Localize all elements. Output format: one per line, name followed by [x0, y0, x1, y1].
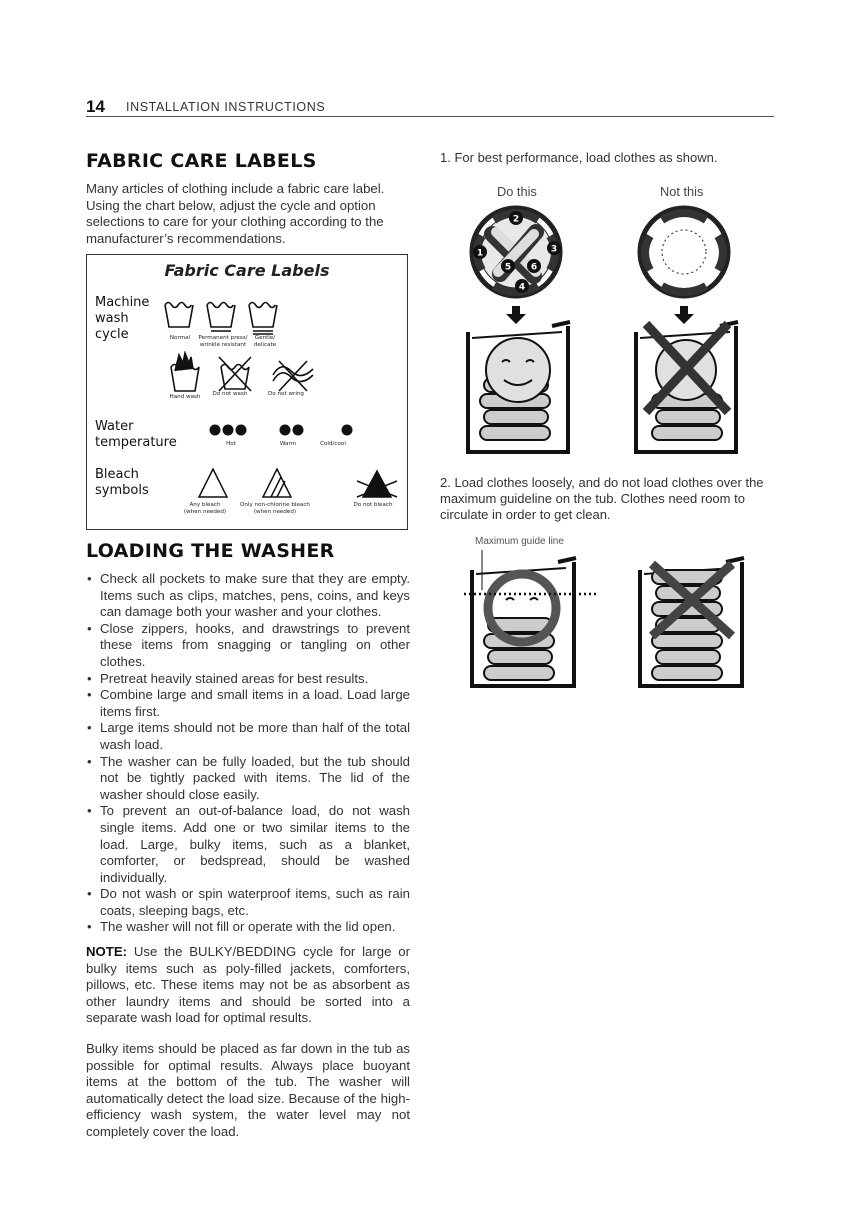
- section-title: INSTALLATION INSTRUCTIONS: [126, 100, 326, 114]
- down-arrow-icon: [674, 306, 694, 324]
- not-this-tub-side-view: [636, 322, 738, 452]
- note-text: Use the BULKY/BEDDING cycle for large or bulky items such as poly-filled jackets, comforters, pillows, etc. These items may not be as absorbent as other laundry items and should be sorted into a separate wash load for optimal results.: [86, 944, 410, 1026]
- hand-wash-caption: Hand wash: [169, 394, 201, 400]
- list-item: • Large items should not be more than half of the total wash load.: [86, 720, 410, 753]
- list-item: • Combine large and small items in a load. Load large items first.: [86, 687, 410, 720]
- warm-caption: Warm: [279, 441, 297, 447]
- do-not-wring-caption: Do not wring: [268, 391, 304, 397]
- fabric-care-heading: FABRIC CARE LABELS: [86, 150, 317, 172]
- wash-cycle-icons: [159, 293, 279, 335]
- svg-text:6: 6: [530, 262, 538, 273]
- svg-text:5: 5: [504, 262, 512, 273]
- order-badge-6: [527, 259, 541, 273]
- normal-wash-icon: [165, 303, 193, 328]
- note-paragraph: [86, 944, 410, 1027]
- loading-bullet-list: [86, 571, 410, 936]
- svg-text:3: 3: [550, 244, 558, 255]
- order-badge-1: [473, 245, 487, 259]
- load-order-badges: [468, 206, 576, 296]
- non-chlorine-bleach-icon: [263, 469, 291, 497]
- order-badge-3: [547, 241, 561, 255]
- do-not-bleach-caption: Do not bleach: [353, 502, 393, 508]
- do-not-wring-icon: [273, 361, 313, 391]
- bleach-label: Bleach symbols: [95, 467, 149, 498]
- any-bleach-caption: Any bleach (when needed): [183, 502, 227, 515]
- not-this-caption: Not this: [660, 184, 704, 199]
- do-this-caption: Do this: [497, 184, 537, 199]
- do-this-tub-side-view: [468, 322, 570, 452]
- permanent-press-icon: [207, 303, 235, 332]
- note-label: NOTE:: [86, 944, 128, 959]
- machine-wash-label: Machine wash cycle: [95, 295, 150, 342]
- water-temp-label: Water temperature: [95, 419, 177, 450]
- hand-wash-row-icons: [167, 351, 317, 395]
- page-number: 14: [86, 97, 105, 116]
- max-guide-label: Maximum guide line: [475, 536, 564, 547]
- list-item: • Check all pockets to make sure that they are empty. Items such as clips, matches, pens, coins, and keys can damage both your washer and your clothes.: [86, 571, 410, 621]
- list-item: • To prevent an out-of-balance load, do not wash single items. Add one or two similar items to the load. Large, bulky items, such as a blanket, comforter, or bedspread, should be washed individually.: [86, 803, 410, 886]
- do-not-wash-caption: Do not wash: [212, 391, 248, 397]
- order-badge-2: [509, 211, 523, 225]
- svg-text:1: 1: [476, 248, 484, 259]
- step-2-text: 2. Load clothes loosely, and do not load clothes over the maximum guideline on the tub. Clothes need room to circulate in order to get clean.: [440, 475, 764, 522]
- not-this-drum-top-view: [640, 208, 728, 296]
- gentle-wash-icon: [249, 303, 277, 335]
- svg-text:2: 2: [512, 214, 520, 225]
- chart-title: Fabric Care Labels: [164, 261, 330, 280]
- temperature-dots: [207, 421, 357, 439]
- down-arrow-icon: [506, 306, 526, 324]
- svg-text:4: 4: [518, 282, 526, 293]
- cold-caption: Cold/cool: [320, 441, 346, 447]
- fabric-care-intro: Many articles of clothing include a fabric care label. Using the chart below, adjust the cycle and option selections to care for your clothing according to the manufacturer’s recommendations.: [86, 181, 385, 246]
- order-badge-5: [501, 259, 515, 273]
- bulky-paragraph: Bulky items should be placed as far down in the tub as possible for optimal results. Always place buoyant items at the bottom of the tub. The washer will automatically detect the load size. Because of the high-efficiency wash system, the water level may not completely cover the load.: [86, 1041, 410, 1139]
- non-chlorine-caption: Only non-chlorine bleach (when needed): [240, 502, 310, 515]
- hot-caption: Hot: [226, 441, 236, 447]
- bleach-icons: [195, 467, 401, 499]
- step-1-text: 1. For best performance, load clothes as shown.: [440, 150, 718, 165]
- do-not-bleach-icon: [357, 471, 397, 497]
- loading-heading: LOADING THE WASHER: [86, 540, 335, 562]
- gentle-caption: Gentle/ delicate: [253, 335, 277, 348]
- hand-wash-icon: [171, 353, 199, 391]
- list-item: • Close zippers, hooks, and drawstrings to prevent these items from snagging or tangling on other clothes.: [86, 621, 410, 671]
- order-badge-4: [515, 279, 529, 293]
- list-item: • Pretreat heavily stained areas for best results.: [86, 671, 410, 688]
- max-guideline-illustration: [462, 550, 762, 692]
- overloaded-tub: [640, 558, 744, 686]
- list-item: • Do not wash or spin waterproof items, such as rain coats, sleeping bags, etc.: [86, 886, 410, 919]
- normal-caption: Normal: [169, 335, 191, 341]
- any-bleach-icon: [199, 469, 227, 497]
- correct-load-tub: [472, 550, 576, 686]
- permanent-press-caption: Permanent press/ wrinkle resistant: [198, 335, 248, 348]
- do-not-wash-icon: [219, 357, 251, 391]
- fabric-care-chart: [86, 254, 408, 530]
- header-divider: [86, 116, 774, 117]
- list-item: • The washer can be fully loaded, but the tub should not be tightly packed with items. The lid of the washer should close easily.: [86, 754, 410, 804]
- list-item: • The washer will not fill or operate with the lid open.: [86, 919, 410, 936]
